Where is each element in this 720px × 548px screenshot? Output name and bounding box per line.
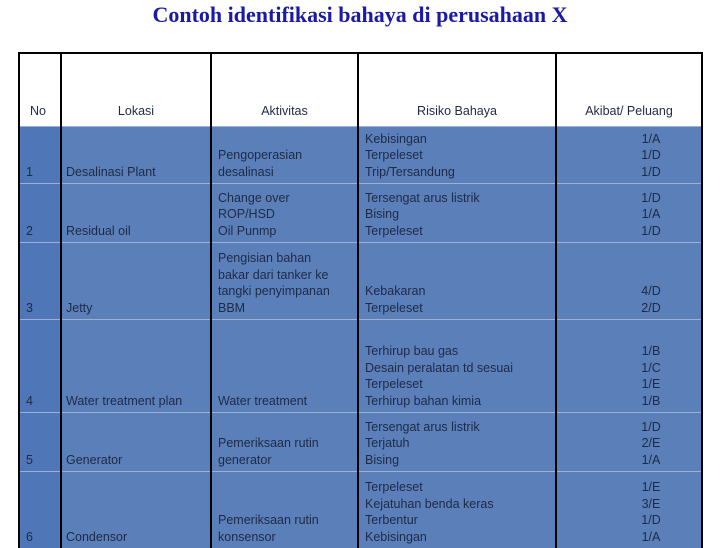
cell-aktivitas-line: generator — [218, 452, 357, 469]
cell-risiko-line: Terpeleset — [365, 479, 555, 496]
cell-aktivitas-line: Oil Punmp — [218, 223, 357, 240]
cell-akibat — [556, 413, 702, 472]
cell-aktivitas — [211, 127, 358, 184]
cell-no: 1 — [19, 127, 61, 184]
cell-aktivitas-line: tangki penyimpanan — [218, 283, 357, 300]
cell-aktivitas-line: Pemeriksaan rutin — [218, 435, 357, 452]
cell-aktivitas-line: BBM — [218, 300, 357, 317]
cell-aktivitas — [211, 413, 358, 472]
cell-akibat — [556, 320, 702, 413]
table-row — [19, 320, 702, 413]
cell-akibat-line: 1/D — [601, 164, 701, 181]
header-no: No — [19, 53, 61, 127]
cell-aktivitas — [211, 320, 358, 413]
cell-akibat-line: 1/D — [601, 419, 701, 436]
cell-akibat-line: 2/D — [601, 300, 701, 317]
cell-no: 4 — [19, 320, 61, 413]
cell-risiko-line: Tersengat arus listrik — [365, 419, 555, 436]
cell-risiko-line: Bising — [365, 206, 555, 223]
cell-risiko — [358, 127, 556, 184]
cell-risiko-line: Kebakaran — [365, 283, 555, 300]
page-title: Contoh identifikasi bahaya di perusahaan X — [0, 2, 720, 28]
cell-risiko — [358, 184, 556, 243]
cell-aktivitas-line: Pengisian bahan — [218, 250, 357, 267]
cell-aktivitas — [211, 184, 358, 243]
cell-no: 2 — [19, 184, 61, 243]
table-header-row — [19, 53, 702, 127]
table-row — [19, 243, 702, 320]
cell-risiko-line: Terjatuh — [365, 435, 555, 452]
cell-risiko-line: Desain peralatan td sesuai — [365, 360, 555, 377]
cell-lokasi: Desalinasi Plant — [61, 127, 211, 184]
cell-risiko-line: Bising — [365, 452, 555, 469]
cell-risiko — [358, 320, 556, 413]
cell-akibat-line: 1/A — [601, 529, 701, 546]
cell-no: 6 — [19, 472, 61, 548]
header-aktivitas: Aktivitas — [211, 53, 358, 127]
cell-risiko-line: Terpeleset — [365, 223, 555, 240]
table-row — [19, 184, 702, 243]
cell-lokasi: Residual oil — [61, 184, 211, 243]
cell-akibat-line: 1/A — [601, 131, 701, 148]
cell-akibat-line: 1/D — [601, 512, 701, 529]
header-risiko: Risiko Bahaya — [358, 53, 556, 127]
cell-akibat-line: 1/C — [601, 360, 701, 377]
table-row — [19, 472, 702, 548]
cell-risiko-line: Tersengat arus listrik — [365, 190, 555, 207]
cell-akibat-line: 3/E — [601, 496, 701, 513]
cell-aktivitas-line: Change over — [218, 190, 357, 207]
cell-aktivitas-line: Pemeriksaan rutin — [218, 512, 357, 529]
table-row — [19, 413, 702, 472]
cell-akibat-line: 1/E — [601, 376, 701, 393]
cell-risiko-line: Terpeleset — [365, 376, 555, 393]
cell-akibat-line: 1/D — [601, 147, 701, 164]
cell-risiko-line: Trip/Tersandung — [365, 164, 555, 181]
cell-akibat-line: 1/B — [601, 343, 701, 360]
cell-akibat-line: 2/E — [601, 435, 701, 452]
table-row — [19, 127, 702, 184]
cell-aktivitas — [211, 472, 358, 548]
cell-akibat — [556, 127, 702, 184]
cell-aktivitas-line: Water treatment — [218, 393, 357, 410]
cell-aktivitas-line: ROP/HSD — [218, 206, 357, 223]
cell-lokasi: Condensor — [61, 472, 211, 548]
cell-no: 5 — [19, 413, 61, 472]
cell-risiko-line: Kejatuhan benda keras — [365, 496, 555, 513]
header-lokasi: Lokasi — [61, 53, 211, 127]
cell-akibat-line: 1/B — [601, 393, 701, 410]
cell-lokasi: Generator — [61, 413, 211, 472]
cell-risiko — [358, 413, 556, 472]
cell-akibat-line: 1/A — [601, 206, 701, 223]
cell-lokasi: Jetty — [61, 243, 211, 320]
cell-risiko — [358, 472, 556, 548]
cell-aktivitas-line: konsensor — [218, 529, 357, 546]
cell-no: 3 — [19, 243, 61, 320]
cell-aktivitas-line: Pengoperasian — [218, 147, 357, 164]
cell-aktivitas-line: bakar dari tanker ke — [218, 267, 357, 284]
cell-akibat-line: 1/A — [601, 452, 701, 469]
cell-risiko-line: Terpeleset — [365, 147, 555, 164]
header-akibat: Akibat/ Peluang — [556, 53, 702, 127]
cell-risiko-line: Kebisingan — [365, 529, 555, 546]
cell-akibat-line: 1/D — [601, 190, 701, 207]
cell-risiko — [358, 243, 556, 320]
cell-akibat — [556, 184, 702, 243]
cell-risiko-line: Terpeleset — [365, 300, 555, 317]
cell-risiko-line: Terbentur — [365, 512, 555, 529]
cell-akibat — [556, 472, 702, 548]
cell-aktivitas — [211, 243, 358, 320]
cell-akibat-line: 4/D — [601, 283, 701, 300]
hazard-table — [18, 52, 703, 548]
cell-risiko-line: Terhirup bau gas — [365, 343, 555, 360]
cell-akibat-line: 1/E — [601, 479, 701, 496]
cell-risiko-line: Terhirup bahan kimia — [365, 393, 555, 410]
cell-akibat-line: 1/D — [601, 223, 701, 240]
cell-risiko-line: Kebisingan — [365, 131, 555, 148]
cell-aktivitas-line: desalinasi — [218, 164, 357, 181]
cell-akibat — [556, 243, 702, 320]
cell-lokasi: Water treatment plan — [61, 320, 211, 413]
